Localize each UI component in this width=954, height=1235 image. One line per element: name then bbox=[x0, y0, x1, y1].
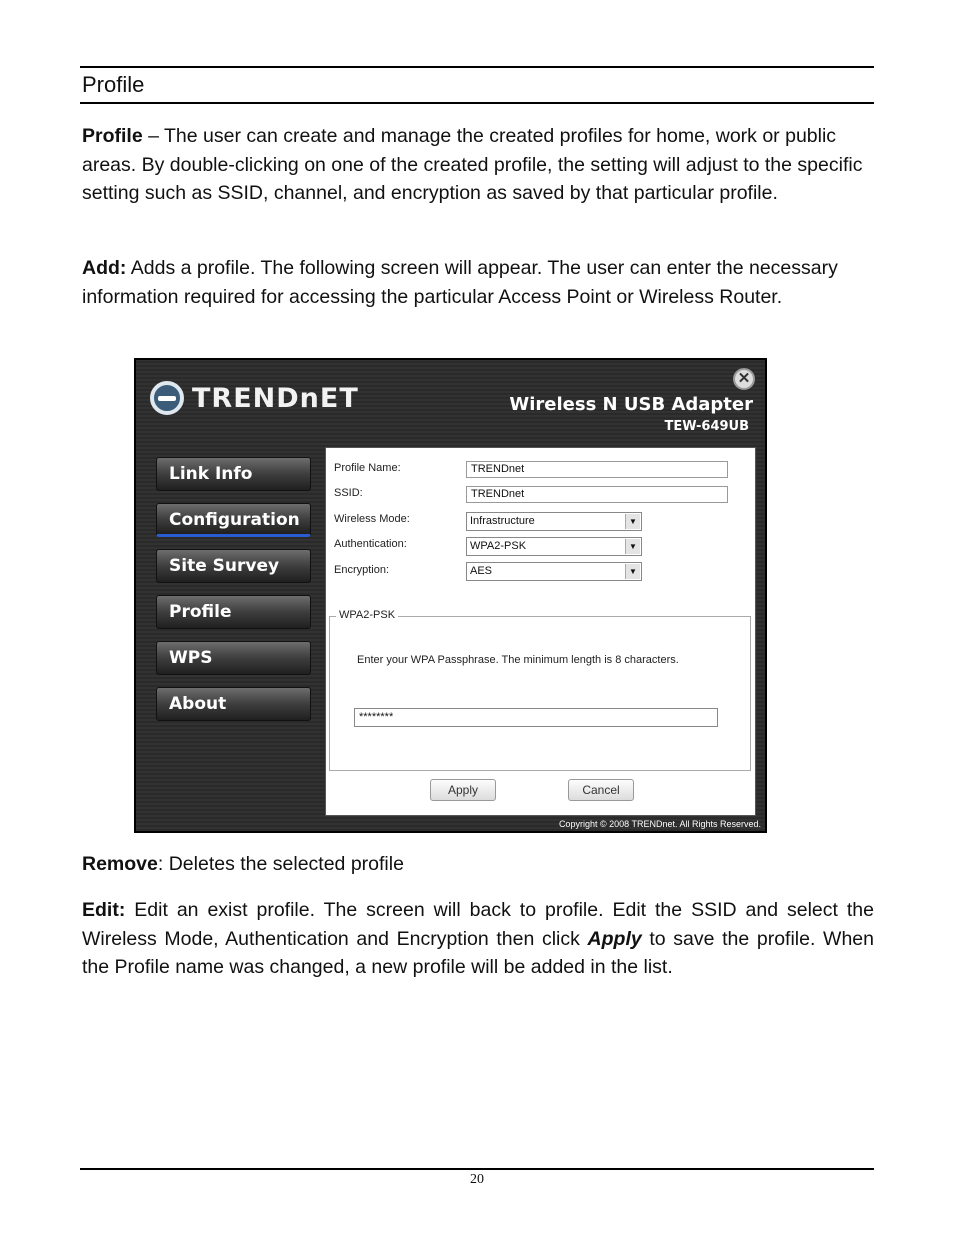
trendnet-logo bbox=[150, 378, 359, 418]
nav-about[interactable]: About bbox=[156, 687, 311, 721]
profile-text: – The user can create and manage the created profiles for home, work or public areas. By double-clicking on one of the created profile, the setting will adjust to the specific setting such as SSID, channel, and encryption as saved by that particular profile. bbox=[82, 125, 863, 205]
profile-form-panel bbox=[325, 447, 756, 816]
wpa2-psk-group bbox=[329, 609, 751, 771]
nav-wps[interactable]: WPS bbox=[156, 641, 311, 675]
profile-paragraph bbox=[82, 122, 874, 208]
edit-text-2: to save the profile. When the Profile name was changed, a new profile will be added in the list. bbox=[82, 927, 874, 979]
section-heading: Profile bbox=[82, 72, 145, 97]
add-term: Add: bbox=[82, 257, 127, 279]
ssid-label: SSID: bbox=[334, 487, 363, 499]
remove-text: : Deletes the selected profile bbox=[157, 853, 404, 875]
remove-paragraph bbox=[82, 850, 874, 879]
profile-term: Profile bbox=[82, 125, 143, 147]
apply-emphasis: Apply bbox=[587, 927, 642, 950]
model-number: TEW-649UB bbox=[664, 419, 749, 434]
copyright-text: Copyright © 2008 TRENDnet. All Rights Reserved. bbox=[558, 819, 761, 829]
apply-button[interactable]: Apply bbox=[430, 779, 496, 801]
authentication-value: WPA2-PSK bbox=[470, 540, 527, 552]
edit-paragraph bbox=[82, 896, 874, 982]
encryption-value: AES bbox=[470, 565, 493, 577]
chevron-down-icon[interactable]: ▼ bbox=[625, 539, 640, 554]
authentication-select[interactable] bbox=[466, 537, 642, 556]
authentication-label: Authentication: bbox=[334, 538, 407, 550]
close-icon[interactable]: ✕ bbox=[733, 368, 755, 390]
utility-screenshot bbox=[134, 358, 767, 833]
passphrase-hint: Enter your WPA Passphrase. The minimum length is 8 characters. bbox=[357, 654, 679, 666]
edit-term: Edit: bbox=[82, 899, 126, 921]
encryption-select[interactable] bbox=[466, 562, 642, 581]
nav-site-survey[interactable]: Site Survey bbox=[156, 549, 311, 583]
trendnet-logo-icon bbox=[150, 381, 184, 415]
encryption-label: Encryption: bbox=[334, 564, 390, 576]
wireless-mode-select[interactable] bbox=[466, 512, 642, 531]
group-title: WPA2-PSK bbox=[336, 609, 398, 621]
footer-rule bbox=[80, 1168, 874, 1170]
add-text: Adds a profile. The following screen will appear. The user can enter the necessary information required for accessing the particular Access Point or Wireless Router. bbox=[82, 257, 838, 308]
chevron-down-icon[interactable]: ▼ bbox=[625, 514, 640, 529]
nav-profile[interactable]: Profile bbox=[156, 595, 311, 629]
cancel-button[interactable]: Cancel bbox=[568, 779, 634, 801]
wireless-mode-label: Wireless Mode: bbox=[334, 513, 410, 525]
remove-term: Remove bbox=[82, 853, 158, 875]
edit-text-1: Edit an exist profile. The screen will back to profile. Edit the SSID and select the Wireless Mode, Authentication and Encryption then click bbox=[82, 899, 874, 950]
chevron-down-icon[interactable]: ▼ bbox=[625, 564, 640, 579]
product-name: Wireless N USB Adapter bbox=[509, 394, 753, 415]
add-paragraph bbox=[82, 254, 874, 311]
top-rule bbox=[80, 66, 874, 68]
passphrase-field[interactable]: ******** bbox=[354, 708, 718, 727]
profile-name-label: Profile Name: bbox=[334, 462, 401, 474]
nav-link-info[interactable]: Link Info bbox=[156, 457, 311, 491]
page-number: 20 bbox=[470, 1172, 484, 1187]
profile-name-field[interactable]: TRENDnet bbox=[466, 461, 728, 478]
logo-text: TRENDnET bbox=[192, 382, 359, 414]
wireless-mode-value: Infrastructure bbox=[470, 515, 535, 527]
ssid-field[interactable]: TRENDnet bbox=[466, 486, 728, 503]
nav-configuration[interactable]: Configuration bbox=[156, 503, 311, 537]
heading-rule bbox=[80, 102, 874, 104]
